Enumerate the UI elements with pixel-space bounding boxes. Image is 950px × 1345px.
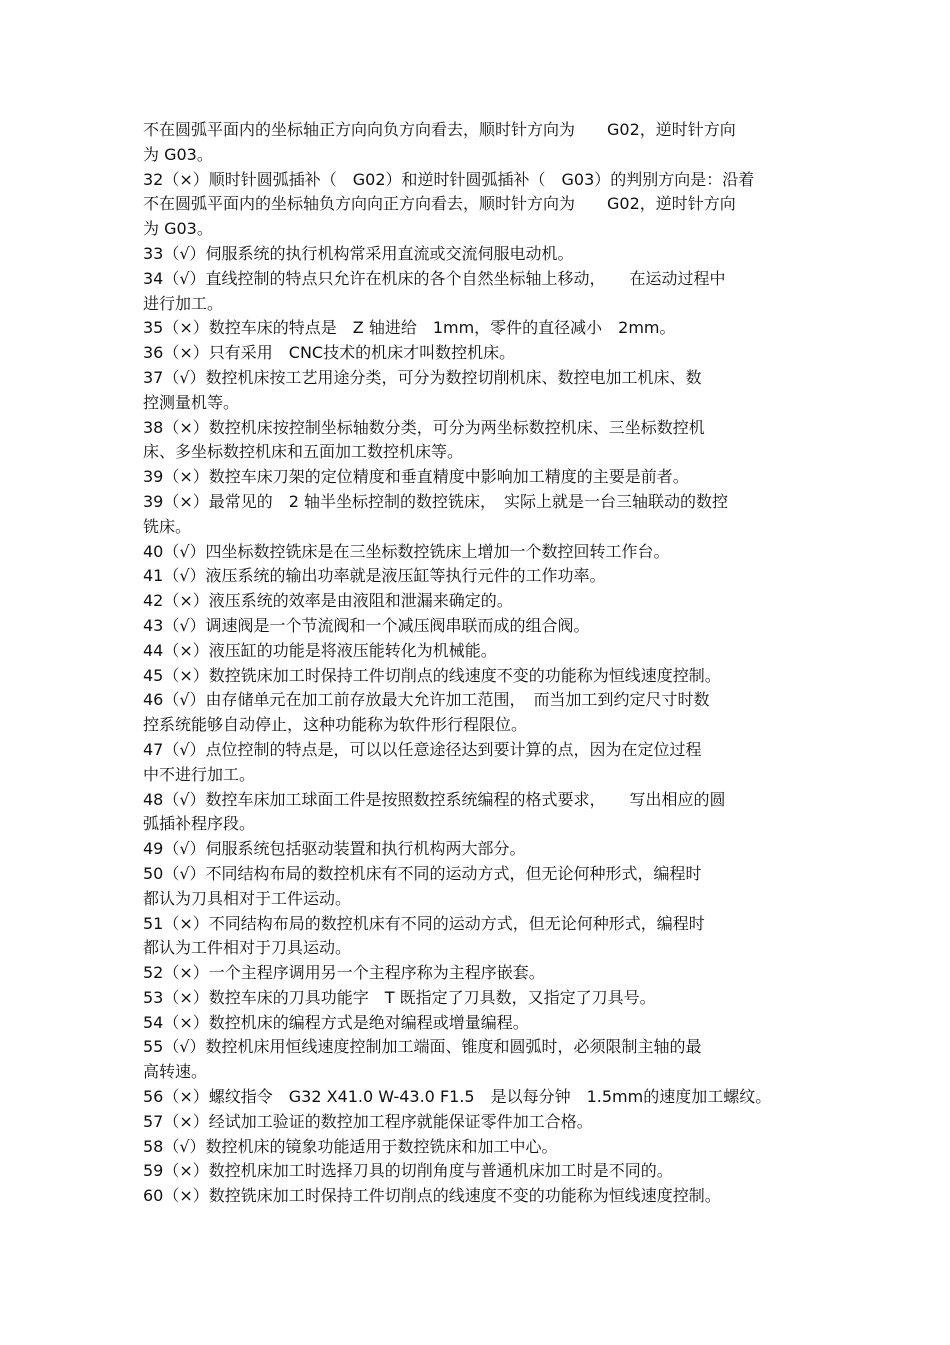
text-line: 52（×）一个主程序调用另一个主程序称为主程序嵌套。 (143, 963, 545, 983)
text-line: 进行加工。 (143, 293, 224, 313)
text-line: 57（×）经试加工验证的数控加工程序就能保证零件加工合格。 (143, 1111, 593, 1131)
text-line: 47（√）点位控制的特点是，可以以任意途径达到要计算的点，因为在定位过程 (143, 739, 702, 759)
text-line: 56（×）螺纹指令 G32 X41.0 W-43.0 F1.5 是以每分钟 1.5mm的速度加工螺纹。 (143, 1087, 772, 1107)
text-line: 48（√）数控车床加工球面工件是按照数控系统编程的格式要求， 写出相应的圆 (143, 789, 726, 809)
text-line: 55（√）数控机床用恒线速度控制加工端面、锥度和圆弧时，必须限制主轴的最 (143, 1037, 702, 1057)
text-line: 40（√）四坐标数控铣床是在三坐标数控铣床上增加一个数控回转工作台。 (143, 541, 670, 561)
text-line: 弧插补程序段。 (143, 814, 256, 834)
text-line: 36（×）只有采用 CNC技术的机床才叫数控机床。 (143, 343, 516, 363)
text-line: 39（×）数控车床刀架的定位精度和垂直精度中影响加工精度的主要是前者。 (143, 467, 689, 487)
text-line: 42（×）液压系统的效率是由液阻和泄漏来确定的。 (143, 591, 513, 611)
text-line: 41（√）液压系统的输出功率就是液压缸等执行元件的工作功率。 (143, 566, 606, 586)
text-line: 37（√）数控机床按工艺用途分类，可分为数控切削机床、数控电加工机床、数 (143, 367, 702, 387)
text-line: 58（√）数控机床的镜象功能适用于数控铣床和加工中心。 (143, 1136, 558, 1156)
text-line: 为 G03。 (143, 219, 213, 239)
text-line: 39（×）最常见的 2 轴半坐标控制的数控铣床， 实际上就是一台三轴联动的数控 (143, 491, 729, 511)
text-line: 60（×）数控铣床加工时保持工件切削点的线速度不变的功能称为恒线速度控制。 (143, 1186, 721, 1206)
text-line: 54（×）数控机床的编程方式是绝对编程或增量编程。 (143, 1012, 529, 1032)
text-line: 控系统能够自动停止，这种功能称为软件形行程限位。 (143, 715, 528, 735)
text-line: 高转速。 (143, 1062, 208, 1082)
text-line: 50（√）不同结构布局的数控机床有不同的运动方式，但无论何种形式，编程时 (143, 863, 702, 883)
text-line: 都认为工件相对于刀具运动。 (143, 938, 352, 958)
text-line: 46（√）由存储单元在加工前存放最大允许加工范围， 而当加工到约定尺寸时数 (143, 690, 710, 710)
text-line: 床、多坐标数控机床和五面加工数控机床等。 (143, 442, 464, 462)
text-line: 51（×）不同结构布局的数控机床有不同的运动方式，但无论何种形式，编程时 (143, 913, 705, 933)
text-line: 53（×）数控车床的刀具功能字 T 既指定了刀具数，又指定了刀具号。 (143, 987, 656, 1007)
text-line: 59（×）数控机床加工时选择刀具的切削角度与普通机床加工时是不同的。 (143, 1161, 673, 1181)
text-line: 控测量机等。 (143, 392, 240, 412)
text-line: 为 G03。 (143, 144, 213, 164)
document-body (143, 118, 808, 1209)
text-line: 不在圆弧平面内的坐标轴负方向向正方向看去，顺时针方向为 G02，逆时针方向 (143, 194, 736, 214)
text-line: 32（×）顺时针圆弧插补（ G02）和逆时针圆弧插补（ G03）的判别方向是：沿着 (143, 169, 755, 189)
text-line: 38（×）数控机床按控制坐标轴数分类，可分为两坐标数控机床、三坐标数控机 (143, 417, 705, 437)
text-line: 45（×）数控铣床加工时保持工件切削点的线速度不变的功能称为恒线速度控制。 (143, 665, 721, 685)
text-line: 34（√）直线控制的特点只允许在机床的各个自然坐标轴上移动， 在运动过程中 (143, 268, 726, 288)
text-line: 不在圆弧平面内的坐标轴正方向向负方向看去，顺时针方向为 G02，逆时针方向 (143, 120, 736, 139)
text-line: 43（√）调速阀是一个节流阀和一个减压阀串联而成的组合阀。 (143, 615, 590, 635)
text-line: 44（×）液压缸的功能是将液压能转化为机械能。 (143, 640, 497, 660)
text-line: 49（√）伺服系统包括驱动装置和执行机构两大部分。 (143, 839, 526, 859)
text-line: 都认为刀具相对于工件运动。 (143, 888, 352, 908)
text-line: 35（×）数控车床的特点是 Z 轴进给 1mm，零件的直径减小 2mm。 (143, 318, 676, 338)
text-line: 铣床。 (143, 516, 192, 536)
text-line: 33（√）伺服系统的执行机构常采用直流或交流伺服电动机。 (143, 243, 574, 263)
text-line: 中不进行加工。 (143, 764, 256, 784)
